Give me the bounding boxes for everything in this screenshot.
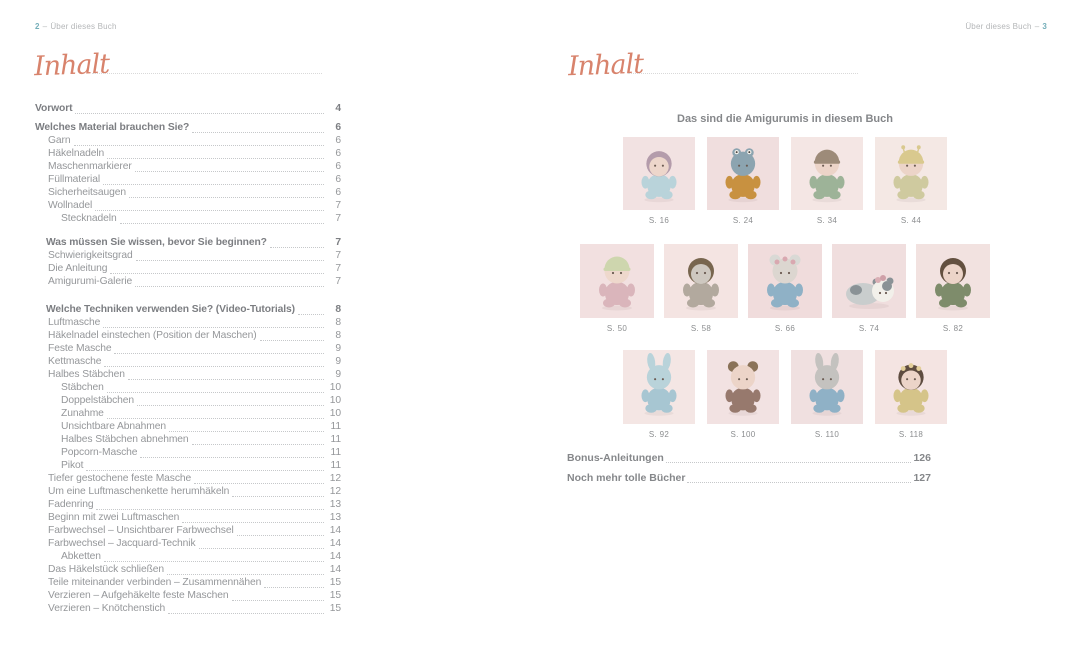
amigurumi-item <box>623 350 695 439</box>
toc-entry-label: Schwierigkeitsgrad <box>48 250 133 261</box>
amigurumi-photo-lying-animal <box>832 244 906 318</box>
toc-entry <box>35 174 341 187</box>
toc-entry-page: 11 <box>330 460 341 471</box>
amigurumi-item <box>875 137 947 225</box>
toc-entry-label: Beginn mit zwei Luftmaschen <box>48 512 180 523</box>
bonus-list <box>567 452 931 485</box>
photo-caption: S. 82 <box>942 324 964 333</box>
toc-entry-label: Was müssen Sie wissen, bevor Sie beginnen? <box>46 237 267 248</box>
photo-caption: S. 118 <box>898 430 924 439</box>
photo-caption: S. 50 <box>606 324 628 333</box>
dotted-leader <box>128 379 324 380</box>
toc-entry-label: Pikot <box>61 460 84 471</box>
toc-entry <box>35 512 341 525</box>
toc-entry-page: 11 <box>330 421 341 432</box>
toc-entry <box>35 237 341 250</box>
photo-caption: S. 66 <box>774 324 796 333</box>
toc-entry-label: Teile miteinander verbinden – Zusammennähen <box>48 577 262 588</box>
toc-entry-page: 6 <box>335 187 341 198</box>
toc-entry <box>35 382 341 395</box>
photo-caption: S. 44 <box>900 216 922 225</box>
toc-entry-page: 11 <box>330 434 341 445</box>
running-header-title: Über dieses Buch <box>50 22 117 31</box>
toc-entry-label: Unsichtbare Abnahmen <box>61 421 167 432</box>
photo-caption: S. 24 <box>732 216 754 225</box>
photo-caption: S. 110 <box>814 430 840 439</box>
toc-entry-label: Fadenring <box>48 499 94 510</box>
doll-illustration <box>875 350 947 424</box>
toc-entry-page: 7 <box>335 250 341 261</box>
amigurumi-item <box>707 350 779 439</box>
dotted-leader <box>264 587 324 588</box>
toc-entry-label: Halbes Stäbchen abnehmen <box>61 434 189 445</box>
toc-entry <box>35 317 341 330</box>
toc-entry <box>35 408 341 421</box>
photo-row-2 <box>565 244 1005 333</box>
running-header-title: Über dieses Buch <box>965 22 1032 31</box>
doll-illustration <box>875 137 947 210</box>
amigurumi-photo-bee <box>875 137 947 210</box>
dotted-leader <box>96 509 324 510</box>
toc-entry-label: Tiefer gestochene feste Masche <box>48 473 192 484</box>
toc-entry-label: Welche Techniken verwenden Sie? (Video-Tutorials) <box>46 304 295 315</box>
doll-illustration <box>664 244 738 318</box>
running-page-number-right: 3 <box>1042 22 1047 31</box>
toc-entry <box>35 590 341 603</box>
dotted-leader <box>107 158 324 159</box>
dotted-leader <box>167 574 324 575</box>
toc-entry <box>35 135 341 148</box>
toc-entry <box>35 460 341 473</box>
toc-entry-page: 15 <box>329 577 341 588</box>
amigurumi-photo-doll-fairy-pink <box>580 244 654 318</box>
toc-entry-label: Abketten <box>61 551 101 562</box>
dotted-leader <box>298 314 324 315</box>
dotted-leader <box>687 482 911 483</box>
photo-caption: S. 100 <box>730 430 756 439</box>
toc-entry <box>35 577 341 590</box>
amigurumi-item <box>791 350 863 439</box>
amigurumi-item <box>916 244 990 333</box>
toc-entry <box>35 434 341 447</box>
toc-entry <box>35 395 341 408</box>
toc-entry-page: 15 <box>329 603 341 614</box>
toc-entry-label: Stäbchen <box>61 382 104 393</box>
toc-entry-label: Farbwechsel – Unsichtbarer Farbwechsel <box>48 525 234 536</box>
toc-entry-page: 9 <box>335 343 341 354</box>
gallery-title: Das sind die Amigurumis in diesem Buch <box>677 113 893 125</box>
contents-heading-left: Inhalt <box>33 48 110 83</box>
toc-entry-label: Häkelnadel einstechen (Position der Maschen) <box>48 330 257 341</box>
toc-entry-label: Um eine Luftmaschenkette herumhäkeln <box>48 486 230 497</box>
toc-entry-label: Sicherheitsaugen <box>48 187 126 198</box>
toc-entry-page: 4 <box>335 103 341 114</box>
doll-illustration <box>623 137 695 210</box>
amigurumi-photo-donkey <box>791 350 863 424</box>
toc-entry <box>35 161 341 174</box>
toc-entry-page: 12 <box>329 486 341 497</box>
toc-entry-page: 14 <box>329 538 341 549</box>
heading-rule-right <box>628 73 858 74</box>
toc-entry-page: 10 <box>329 395 341 406</box>
toc-entry-label: Zunahme <box>61 408 104 419</box>
dotted-leader <box>192 132 324 133</box>
bonus-entry <box>567 452 931 465</box>
dotted-leader <box>95 210 324 211</box>
toc-entry <box>35 499 341 512</box>
toc-entry-label: Garn <box>48 135 71 146</box>
toc-entry-label: Vorwort <box>35 103 73 114</box>
dotted-leader <box>120 223 324 224</box>
toc-entry-label: Füllmaterial <box>48 174 101 185</box>
dotted-leader <box>137 405 324 406</box>
toc-entry-page: 6 <box>335 161 341 172</box>
toc-entry-page: 12 <box>329 473 341 484</box>
running-page-number-left: 2 <box>35 22 40 31</box>
toc-entry-label: Halbes Stäbchen <box>48 369 125 380</box>
photo-caption: S. 74 <box>858 324 880 333</box>
toc-entry-page: 14 <box>329 525 341 536</box>
toc-entry-label: Luftmasche <box>48 317 101 328</box>
amigurumi-item <box>875 350 947 439</box>
toc-entry <box>35 421 341 434</box>
toc-entry-page: 7 <box>335 200 341 211</box>
toc-entry <box>35 304 341 317</box>
toc-list <box>35 103 341 616</box>
toc-entry-page: 7 <box>335 276 341 287</box>
toc-entry-label: Welches Material brauchen Sie? <box>35 122 190 133</box>
toc-entry-page: 9 <box>335 356 341 367</box>
amigurumi-photo-frog <box>707 137 779 210</box>
dotted-leader <box>237 535 324 536</box>
toc-entry-page: 7 <box>335 263 341 274</box>
toc-entry <box>35 103 341 116</box>
toc-entry <box>35 276 341 289</box>
toc-entry <box>35 263 341 276</box>
toc-entry <box>35 551 341 564</box>
toc-entry-page: 10 <box>329 408 341 419</box>
dotted-leader <box>104 561 324 562</box>
doll-illustration <box>791 137 863 210</box>
photo-caption: S. 34 <box>816 216 838 225</box>
toc-entry-page: 9 <box>335 369 341 380</box>
photo-row-3 <box>565 350 1005 439</box>
photo-caption: S. 58 <box>690 324 712 333</box>
running-header-right <box>965 22 1047 31</box>
toc-entry-page: 8 <box>335 330 341 341</box>
toc-entry <box>35 603 341 616</box>
toc-entry-label: Farbwechsel – Jacquard-Technik <box>48 538 196 549</box>
dotted-leader <box>86 470 324 471</box>
dotted-leader <box>192 444 324 445</box>
dotted-leader <box>104 366 324 367</box>
amigurumi-item <box>623 137 695 225</box>
toc-entry-label: Verzieren – Aufgehäkelte feste Maschen <box>48 590 229 601</box>
toc-entry-page: 6 <box>335 122 341 133</box>
dotted-leader <box>169 431 324 432</box>
dotted-leader <box>103 327 324 328</box>
toc-entry <box>35 200 341 213</box>
toc-entry <box>35 122 341 135</box>
toc-entry <box>35 330 341 343</box>
doll-illustration <box>707 350 779 424</box>
dotted-leader <box>135 171 324 172</box>
doll-illustration <box>916 244 990 318</box>
photo-caption: S. 16 <box>648 216 670 225</box>
toc-entry <box>35 187 341 200</box>
doll-illustration <box>580 244 654 318</box>
dotted-leader <box>270 247 324 248</box>
toc-entry <box>35 356 341 369</box>
dotted-leader <box>260 340 324 341</box>
toc-entry-label: Maschenmarkierer <box>48 161 132 172</box>
bonus-entry-page: 127 <box>913 472 931 484</box>
amigurumi-item <box>832 244 906 333</box>
amigurumi-item <box>791 137 863 225</box>
dotted-leader <box>75 113 324 114</box>
toc-entry-page: 8 <box>335 317 341 328</box>
dotted-leader <box>74 145 325 146</box>
doll-illustration <box>791 350 863 424</box>
toc-entry-page: 14 <box>329 551 341 562</box>
dotted-leader <box>107 392 324 393</box>
toc-entry <box>35 343 341 356</box>
toc-entry <box>35 213 341 226</box>
toc-entry-page: 7 <box>335 213 341 224</box>
toc-entry-page: 13 <box>329 499 341 510</box>
dotted-leader <box>114 353 324 354</box>
toc-entry <box>35 473 341 486</box>
toc-entry-page: 10 <box>329 382 341 393</box>
bonus-entry <box>567 472 931 485</box>
dotted-leader <box>135 286 324 287</box>
toc-entry-label: Verzieren – Knötchenstich <box>48 603 166 614</box>
toc-entry-label: Feste Masche <box>48 343 112 354</box>
toc-entry-label: Die Anleitung <box>48 263 108 274</box>
dotted-leader <box>129 197 324 198</box>
doll-illustration <box>707 137 779 210</box>
toc-entry-label: Wollnadel <box>48 200 93 211</box>
toc-entry-label: Häkelnadeln <box>48 148 105 159</box>
amigurumi-photo-blue-bunny <box>623 350 695 424</box>
dotted-leader <box>110 273 324 274</box>
toc-entry-page: 11 <box>330 447 341 458</box>
toc-entry-page: 6 <box>335 174 341 185</box>
dotted-leader <box>232 496 324 497</box>
bonus-entry-label: Noch mehr tolle Bücher <box>567 472 686 484</box>
dotted-leader <box>194 483 324 484</box>
doll-illustration <box>832 244 906 318</box>
dotted-leader <box>168 613 324 614</box>
bonus-entry-label: Bonus-Anleitungen <box>567 452 664 464</box>
toc-entry <box>35 564 341 577</box>
toc-entry <box>35 486 341 499</box>
doll-illustration <box>623 350 695 424</box>
photo-row-1 <box>565 137 1005 225</box>
toc-entry <box>35 525 341 538</box>
dotted-leader <box>666 462 912 463</box>
amigurumi-item <box>707 137 779 225</box>
toc-entry-label: Das Häkelstück schließen <box>48 564 165 575</box>
amigurumi-item <box>664 244 738 333</box>
toc-entry-page: 13 <box>329 512 341 523</box>
toc-entry <box>35 538 341 551</box>
contents-heading-right: Inhalt <box>567 48 644 83</box>
toc-entry-label: Stecknadeln <box>61 213 117 224</box>
dotted-leader <box>107 418 324 419</box>
heading-rule-left <box>92 73 322 74</box>
amigurumi-photo-doll-green-dress <box>916 244 990 318</box>
dotted-leader <box>232 600 324 601</box>
dotted-leader <box>136 260 324 261</box>
toc-entry-label: Amigurumi-Galerie <box>48 276 133 287</box>
toc-entry <box>35 447 341 460</box>
header-separator: – <box>1034 22 1040 31</box>
amigurumi-photo-doll-bear-hat <box>707 350 779 424</box>
dotted-leader <box>140 457 324 458</box>
toc-entry-page: 7 <box>335 237 341 248</box>
toc-entry-page: 6 <box>335 148 341 159</box>
toc-entry-page: 8 <box>335 304 341 315</box>
photo-caption: S. 92 <box>648 430 670 439</box>
amigurumi-photo-mouse-blue-dress <box>748 244 822 318</box>
amigurumi-photo-hedgehog <box>664 244 738 318</box>
toc-entry-label: Kettmasche <box>48 356 102 367</box>
toc-entry-label: Doppelstäbchen <box>61 395 135 406</box>
doll-illustration <box>748 244 822 318</box>
amigurumi-photo-doll-beanie <box>791 137 863 210</box>
amigurumi-item <box>748 244 822 333</box>
amigurumi-photo-doll-purple-hair <box>623 137 695 210</box>
toc-entry-page: 6 <box>335 135 341 146</box>
amigurumi-photo-fairy-flower-crown <box>875 350 947 424</box>
toc-entry <box>35 369 341 382</box>
toc-entry-page: 14 <box>329 564 341 575</box>
dotted-leader <box>182 522 324 523</box>
toc-entry <box>35 148 341 161</box>
amigurumi-item <box>580 244 654 333</box>
dotted-leader <box>199 548 324 549</box>
bonus-entry-page: 126 <box>913 452 931 464</box>
dotted-leader <box>103 184 324 185</box>
toc-entry <box>35 250 341 263</box>
header-separator: – <box>42 22 48 31</box>
toc-entry-page: 15 <box>329 590 341 601</box>
toc-entry-label: Popcorn-Masche <box>61 447 138 458</box>
running-header-left <box>35 22 117 31</box>
